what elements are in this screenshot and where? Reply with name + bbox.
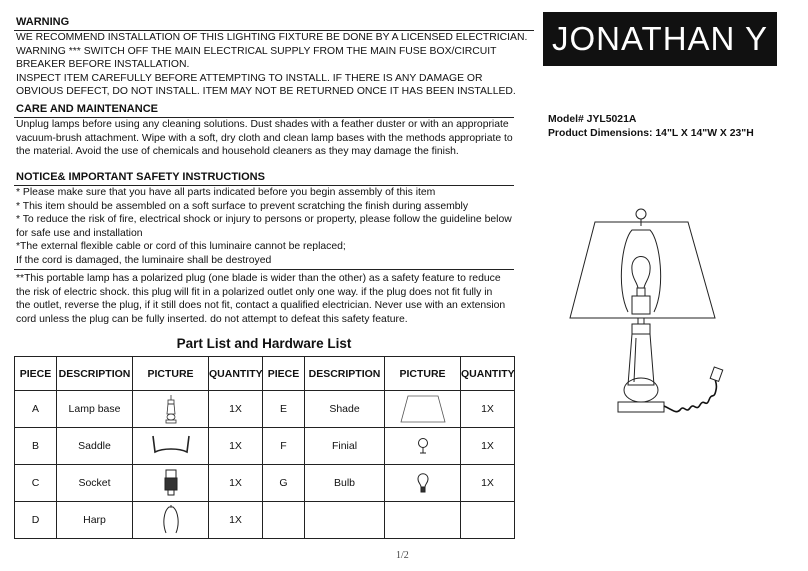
- plug-line: **This portable lamp has a polarized plug (one blade is wider than the other) as a safety feature to reduce: [16, 273, 501, 284]
- harp-icon: [161, 505, 181, 535]
- shade-icon: [399, 394, 447, 424]
- safety-line: If the cord is damaged, the luminaire shall be destroyed: [16, 254, 272, 266]
- plug-line: cord unless the plug can be fully inserted. do not attempt to defeat this safety feature.: [16, 313, 408, 325]
- table-row: [15, 465, 515, 502]
- plug-text: [16, 272, 505, 326]
- brand-logo: [543, 12, 777, 66]
- cell-description: Shade: [305, 391, 385, 428]
- table-header-row: [15, 357, 515, 391]
- header-piece: PIECE: [263, 357, 305, 391]
- safety-text: [16, 186, 512, 268]
- header-quantity: QUANTITY: [461, 357, 515, 391]
- safety-heading: NOTICE& IMPORTANT SAFETY INSTRUCTIONS: [16, 171, 265, 183]
- header-description: DESCRIPTION: [57, 357, 133, 391]
- cell-description: Socket: [57, 465, 133, 502]
- warning-heading: WARNING: [16, 16, 70, 28]
- cell-quantity: 1X: [209, 428, 263, 465]
- cell-quantity: [461, 502, 515, 539]
- product-info: [548, 113, 754, 140]
- cell-piece: E: [263, 391, 305, 428]
- warning-line: BREAKER BEFORE INSTALLATION.: [16, 59, 190, 71]
- cell-piece: F: [263, 428, 305, 465]
- cell-picture: [385, 502, 461, 539]
- warning-line: WE RECOMMEND INSTALLATION OF THIS LIGHTING FIXTURE BE DONE BY A LICENSED ELECTRICIAN.: [16, 32, 528, 43]
- warning-text: [16, 31, 527, 99]
- care-line: vacuum-brush attachment. Wipe with a soft, dry cloth and clean lamp bases with the methods appropriate to: [16, 132, 513, 144]
- cell-picture: [133, 502, 209, 539]
- finial-shape: [636, 209, 646, 219]
- finial-icon: [416, 437, 430, 455]
- socket-icon: [163, 469, 179, 497]
- plug-line: the risk of electric shock. this plug will fit in a polarized outlet only one way. if the plug does not fit fully in: [16, 286, 493, 298]
- cell-quantity: 1X: [209, 465, 263, 502]
- safety-line: *The external flexible cable or cord of this luminaire cannot be replaced;: [16, 241, 346, 253]
- warning-line: WARNING *** SWITCH OFF THE MAIN ELECTRICAL SUPPLY FROM THE MAIN FUSE BOX/CIRCUIT: [16, 45, 497, 57]
- warning-line: OBVIOUS DEFECT, DO NOT INSTALL. ITEM MAY NOT BE RETURNED ONCE IT HAS BEEN INSTALLED.: [16, 86, 516, 98]
- shade-shape: [570, 222, 715, 318]
- saddle-icon: [149, 434, 193, 458]
- cell-piece: C: [15, 465, 57, 502]
- parts-table: [14, 356, 515, 539]
- cell-picture: [385, 391, 461, 428]
- lamp-illustration: [568, 200, 758, 425]
- cell-description: Harp: [57, 502, 133, 539]
- safety-line: * To reduce the risk of fire, electrical shock or injury to persons or property, please follow the guideline below: [16, 214, 512, 226]
- header-description: DESCRIPTION: [305, 357, 385, 391]
- header-picture: PICTURE: [133, 357, 209, 391]
- cell-picture: [385, 465, 461, 502]
- safety-line: for safe use and installation: [16, 227, 143, 239]
- plug-line: the outlet, reverse the plug, if it still does not fit, contact a qualified electrician. Never use with an extension: [16, 300, 506, 312]
- cell-piece: G: [263, 465, 305, 502]
- page-number: 1/2: [396, 550, 409, 561]
- cell-piece: B: [15, 428, 57, 465]
- cell-quantity: 1X: [461, 391, 515, 428]
- cell-description: Bulb: [305, 465, 385, 502]
- cell-piece: D: [15, 502, 57, 539]
- care-heading: CARE AND MAINTENANCE: [16, 103, 158, 115]
- table-row: [15, 391, 515, 428]
- safety-line: * Please make sure that you have all parts indicated before you begin assembly of this item: [16, 187, 436, 198]
- brand-logo-text: JONATHAN Y: [552, 20, 768, 57]
- cell-picture: [133, 428, 209, 465]
- product-dimensions: Product Dimensions: 14"L X 14"W X 23"H: [548, 127, 754, 139]
- warning-line: INSPECT ITEM CAREFULLY BEFORE ATTEMPTING TO INSTALL. IF THERE IS ANY DAMAGE OR: [16, 72, 483, 84]
- parts-title: Part List and Hardware List: [176, 336, 352, 351]
- header-piece: PIECE: [15, 357, 57, 391]
- cell-quantity: 1X: [461, 428, 515, 465]
- header-picture: PICTURE: [385, 357, 461, 391]
- cell-quantity: 1X: [209, 502, 263, 539]
- lamp-base-icon: [163, 394, 179, 424]
- cell-description: [305, 502, 385, 539]
- cell-quantity: 1X: [461, 465, 515, 502]
- cell-piece: A: [15, 391, 57, 428]
- cell-quantity: 1X: [209, 391, 263, 428]
- plug-rule: [14, 269, 514, 270]
- plug-shape: [710, 367, 723, 381]
- care-line: the material. Avoid the use of chemicals and household cleaners as they may damage the finish.: [16, 146, 459, 158]
- table-row: [15, 428, 515, 465]
- cell-description: Lamp base: [57, 391, 133, 428]
- cell-description: Finial: [305, 428, 385, 465]
- header-quantity: QUANTITY: [209, 357, 263, 391]
- lamp-cord: [664, 375, 716, 412]
- cell-picture: [385, 428, 461, 465]
- lamp-base-shape: [618, 402, 664, 412]
- bulb-icon: [416, 472, 430, 494]
- safety-line: * This item should be assembled on a soft surface to prevent scratching the finish during assembly: [16, 200, 469, 212]
- table-row: [15, 502, 515, 539]
- model-number: Model# JYL5021A: [548, 114, 637, 125]
- lamp-body-shape: [628, 334, 654, 385]
- cell-picture: [133, 391, 209, 428]
- cell-piece: [263, 502, 305, 539]
- cell-description: Saddle: [57, 428, 133, 465]
- care-line: Unplug lamps before using any cleaning solutions. Dust shades with a feather duster or with an appropriate: [16, 119, 509, 130]
- care-text: [16, 118, 513, 159]
- cell-picture: [133, 465, 209, 502]
